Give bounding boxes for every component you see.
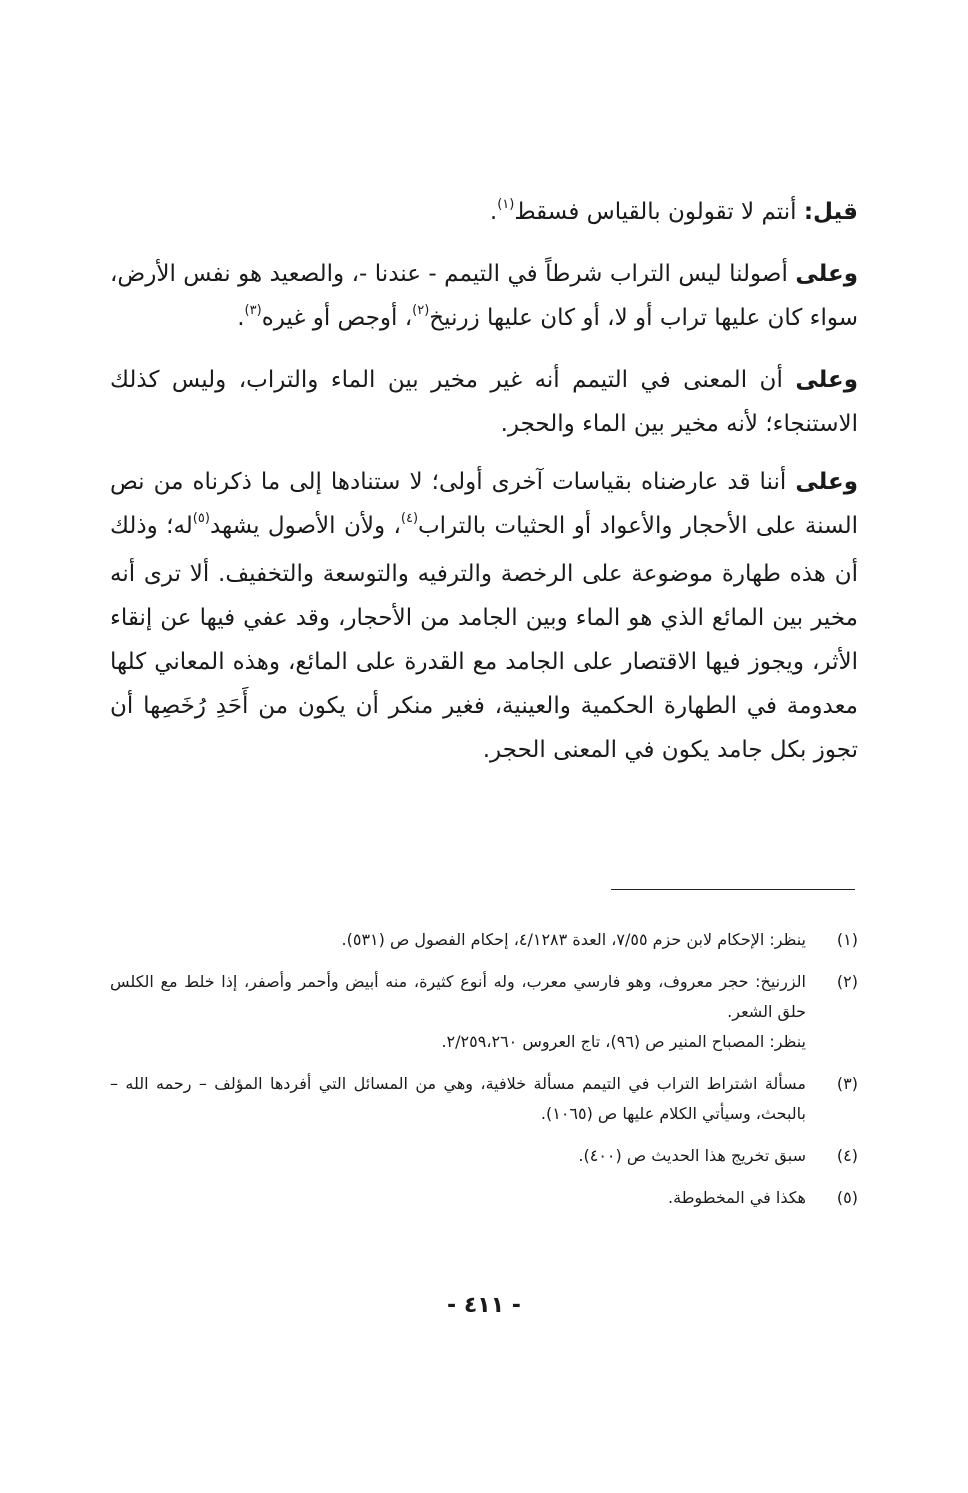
footnote-divider <box>611 889 855 890</box>
footnote-5 <box>110 1183 858 1213</box>
paragraph-mid: ، أوجص أو غيره <box>261 305 413 331</box>
footnote-4 <box>110 1141 858 1171</box>
footnote-text: مسألة اشتراط التراب في التيمم مسألة خلافية، وهي من المسائل التي أفردها المؤلف – رحمه الله – بالبحث، وسيأتي الكلام عليها ص (١٠٦٥). <box>110 1074 806 1123</box>
footnote-2 <box>110 967 858 1057</box>
footnotes <box>110 925 858 1225</box>
footnote-text: ينظر: المصباح المنير ص (٩٦)، تاج العروس ٢/٢٥٩،٢٦٠. <box>441 1032 806 1051</box>
paragraph-text: أن المعنى في التيمم أنه غير مخير بين الماء والتراب، وليس كذلك الاستنجاء؛ لأنه مخير بين الماء والحجر. <box>110 367 858 437</box>
footnote-text: سبق تخريج هذا الحديث ص (٤٠٠). <box>578 1146 806 1165</box>
paragraph-end: . <box>489 199 498 225</box>
paragraph-mid: ، ولأن الأصول يشهد <box>209 513 401 539</box>
footnote-3 <box>110 1069 858 1129</box>
paragraph-end: له؛ وذلك أن هذه طهارة موضوعة على الرخصة والترفيه والتوسعة والتخفيف. ألا ترى أنه مخير بين المائع الذي هو الماء وبين الجامد من الأحجار، وقد عفي فيها عن إنقاء الأثر، ويجوز فيها الاقتصار على الجامد مع القدرة على المائع، وهذه المعاني كلها معدومة في الطهارة الحكمية والعينية، فغير منكر أن يكون من أَحَدِ رُخَصِها أن تجوز بكل جامد يكون في المعنى الحجر. <box>110 513 858 763</box>
paragraph-end: . <box>237 305 245 331</box>
paragraph-text: أننا قد عارضناه بقياسات آخرى أولى؛ لا ستنادها إلى ما ذكرناه من نص السنة على الأحجار والأعواد أو الحثيات بالتراب <box>110 469 859 539</box>
footnote-number: (٥) <box>836 1188 858 1207</box>
footnote-text: هكذا في المخطوطة. <box>668 1188 806 1207</box>
paragraph-3 <box>110 358 858 446</box>
footnote-text: ينظر: الإحكام لابن حزم ٧/٥٥، العدة ٤/١٢٨٣، إحكام الفصول ص (٥٣١). <box>341 930 806 949</box>
footnote-ref: (٥) <box>192 511 210 526</box>
footnote-number: (١) <box>836 930 858 949</box>
paragraph-lead: وعلى <box>795 261 858 287</box>
footnote-ref: (١) <box>497 197 515 212</box>
footnote-text: الزرنيخ: حجر معروف، وهو فارسي معرب، وله أنوع كثيرة، منه أبيض وأحمر وأصفر، إذا خلط مع الكلس حلق الشعر. <box>110 972 806 1021</box>
paragraph-text: أصولنا ليس التراب شرطاً في التيمم - عندنا -، والصعيد هو نفس الأرض، سواء كان عليها تراب أو لا، أو كان عليها زرنيخ <box>110 261 858 331</box>
paragraph-text: أنتم لا تقولون بالقياس فسقط <box>514 199 797 225</box>
footnote-ref: (٢) <box>412 303 430 318</box>
page-number: - ٤١١ - <box>447 1293 521 1318</box>
paragraph-lead: وعلى <box>795 367 858 393</box>
footnote-number: (٣) <box>836 1074 858 1093</box>
paragraph-4 <box>110 460 858 772</box>
paragraph-lead: قيل: <box>803 199 858 225</box>
footnote-number: (٤) <box>836 1146 858 1165</box>
footnote-ref: (٤) <box>400 511 419 526</box>
footnote-number: (٢) <box>836 972 858 991</box>
footnote-1 <box>110 925 858 955</box>
paragraph-1 <box>110 190 858 238</box>
main-text <box>110 190 858 786</box>
paragraph-lead: وعلى <box>795 469 859 495</box>
footnote-ref: (٣) <box>244 303 262 318</box>
paragraph-2 <box>110 252 858 344</box>
